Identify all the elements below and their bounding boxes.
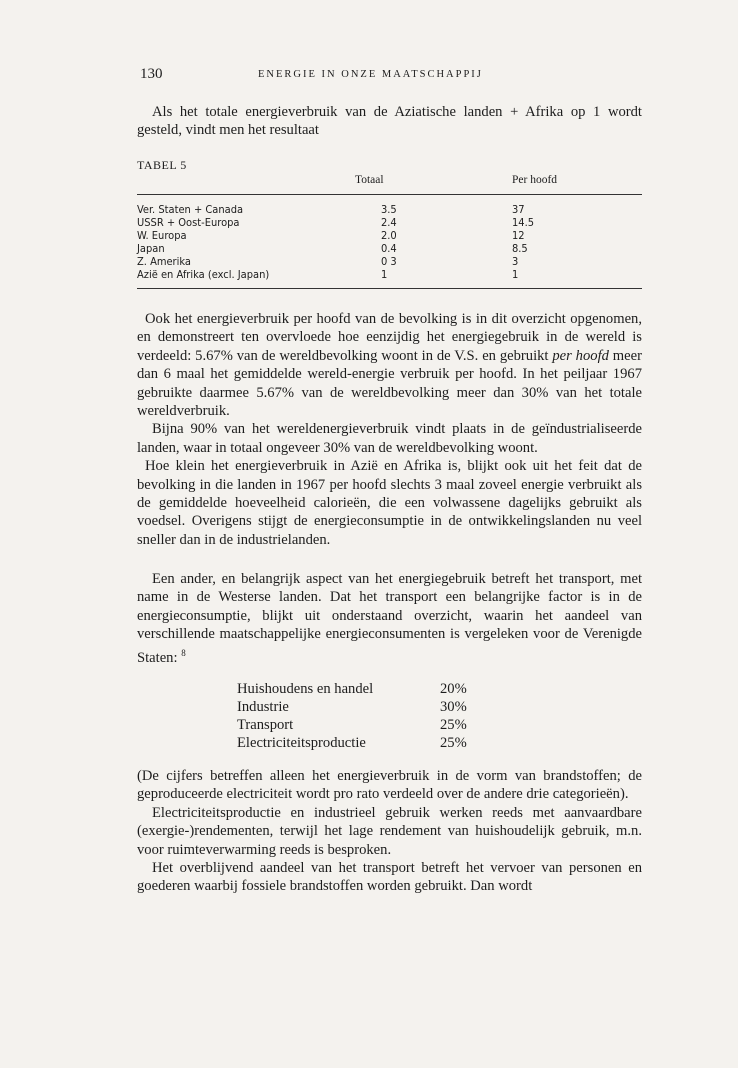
table-cell-region: Z. Amerika <box>137 255 191 268</box>
table-cell-totaal: 3.5 <box>381 203 397 216</box>
intro-paragraph <box>137 103 642 140</box>
paragraph-energy-per-head <box>137 310 642 420</box>
table-row <box>137 203 642 215</box>
table-cell-totaal: 0 3 <box>381 255 397 268</box>
paragraph-efficiency: Electriciteitsproductie en industrieel gebruik werken reeds met aanvaardbare (exergie-)rendementen, terwijl het lage rendement van huishoudelijk gebruik, m.n. voor ruimteverwarming reeds is besproken. <box>137 804 642 858</box>
table-cell-totaal: 0.4 <box>381 242 397 255</box>
table-header-per-hoofd: Per hoofd <box>512 174 558 186</box>
paragraph-asia-africa: Hoe klein het energieverbruik in Azië en Afrika is, blijkt ook uit het feit dat de bevolking in die landen in 1967 per hoofd slechts 3 maal zoveel energie verbruikt als de gemiddelde hoeveelheid calorieën, die een volwassene dagelijks gebruikt als voedsel. Overigens stijgt de energieconsumptie in de ontwikkelingslanden nu veel sneller dan in de industrielanden. <box>137 458 642 548</box>
table-header-totaal: Totaal <box>355 174 384 186</box>
table-cell-region: Japan <box>137 242 165 255</box>
table-row <box>137 255 642 267</box>
table-cell-per-hoofd: 37 <box>512 203 525 216</box>
table-row <box>137 229 642 241</box>
table-row <box>137 268 642 280</box>
table-cell-per-hoofd: 14.5 <box>512 216 535 229</box>
consumer-label: Electriciteitsproductie <box>237 735 366 751</box>
body-text-2 <box>137 570 642 667</box>
table-cell-per-hoofd: 12 <box>512 229 525 242</box>
intro-text: Als het totale energieverbruik van de Aziatische landen + Afrika op 1 wordt gesteld, vindt men het resultaat <box>137 104 642 139</box>
paragraph-transport <box>137 570 642 667</box>
consumer-share: 25% <box>440 735 467 751</box>
paragraph-remaining-transport: Het overblijvend aandeel van het transport betreft het vervoer van personen en goederen waarbij fossiele brandstoffen worden gebruikt. Dan wordt <box>137 860 642 895</box>
footnote-mark: 8 <box>181 647 186 658</box>
consumer-label: Industrie <box>237 699 289 715</box>
table-bottom-rule <box>137 288 642 289</box>
table-row <box>137 242 642 254</box>
table-label: TABEL 5 <box>137 158 187 172</box>
consumer-label: Huishoudens en handel <box>237 681 374 697</box>
table-row <box>137 216 642 228</box>
body-text-1 <box>137 310 642 549</box>
list-item <box>237 681 537 699</box>
table-cell-per-hoofd: 3 <box>512 255 519 268</box>
table-top-rule <box>137 194 642 195</box>
list-item <box>237 717 537 735</box>
table-cell-region: USSR + Oost-Europa <box>137 216 240 229</box>
paragraph-note: (De cijfers betreffen alleen het energieverbruik in de vorm van brandstoffen; de geproduceerde electriciteit wordt pro rato verdeeld over de andere drie categorieën). <box>137 768 642 803</box>
paragraph-text: meer dan 6 maal het gemiddelde wereld-energie verbruik per hoofd. In het peiljaar 1967 gebruikte daarmee 5.67% van de wereldbevolking meer dan 30% van het totale wereldverbruik. <box>137 347 642 420</box>
table-cell-totaal: 1 <box>381 268 388 281</box>
table-cell-per-hoofd: 1 <box>512 268 519 281</box>
table-cell-totaal: 2.0 <box>381 229 397 242</box>
table-cell-totaal: 2.4 <box>381 216 397 229</box>
paragraph-industrial: Bijna 90% van het wereldenergieverbruik vindt plaats in de geïndustrialiseerde landen, waar in totaal ongeveer 30% van de wereldbevolking woont. <box>137 421 642 456</box>
consumer-share: 25% <box>440 717 467 733</box>
running-head: ENERGIE IN ONZE MAATSCHAPPIJ <box>258 69 483 80</box>
paragraph-text: Ook het energieverbruik per hoofd van de bevolking is in dit overzicht opgenomen, en demonstreert ten overvloede hoe eenzijdig het energiegebruik in de wereld is verdeeld: 5.67% van de wereldbevolking woont in de V.S. en gebruikt <box>137 311 642 364</box>
paragraph-text: Een ander, en belangrijk aspect van het energiegebruik betreft het transport, met name in de Westerse landen. Dat het transport een belangrijke factor is in de energieconsumptie, blijkt uit onderstaand overzicht, waarin het aandeel van verschillende maatschappelijke energieconsumenten is vergeleken voor de Verenigde Staten: <box>137 571 642 666</box>
emphasis-per-hoofd: per hoofd <box>552 347 609 364</box>
table-cell-region: W. Europa <box>137 229 187 242</box>
page-number: 130 <box>140 66 163 82</box>
table-cell-region: Azië en Afrika (excl. Japan) <box>137 268 270 281</box>
consumer-share: 30% <box>440 699 467 715</box>
consumer-label: Transport <box>237 717 294 733</box>
table-cell-region: Ver. Staten + Canada <box>137 203 244 216</box>
consumer-share: 20% <box>440 681 467 697</box>
body-text-3 <box>137 767 642 896</box>
list-item <box>237 735 537 753</box>
page-header <box>140 66 640 86</box>
list-item <box>237 699 537 717</box>
table-cell-per-hoofd: 8.5 <box>512 242 528 255</box>
